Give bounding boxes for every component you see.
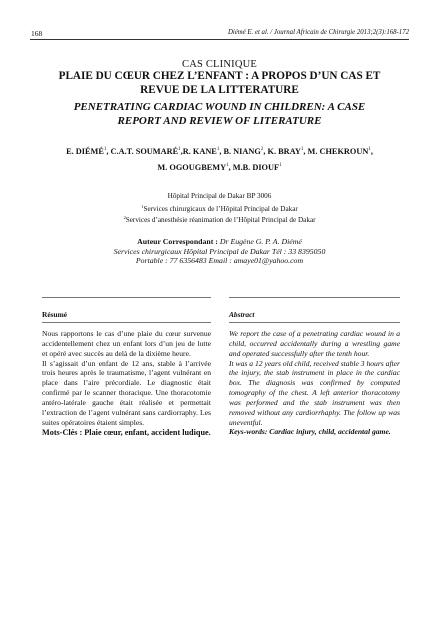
resume-top-rule <box>42 297 211 298</box>
correspondence-label: Auteur Correspondant : <box>137 237 218 246</box>
author-name: , K. BRAY <box>263 147 301 156</box>
abstract-keywords <box>229 427 400 437</box>
resume-keywords <box>42 428 211 439</box>
title-english <box>20 101 419 128</box>
author-name: , C.A.T. SOUMARÉ <box>106 147 179 156</box>
author-line-2 <box>20 159 419 175</box>
author-line-1 <box>20 143 419 159</box>
correspondence-line-1 <box>20 237 419 247</box>
author-name: M. OGOUGBEMY <box>157 163 227 172</box>
affiliation-2 <box>20 213 419 226</box>
resume-paragraph-1: Nous rapportons le cas d’une plaie du cœur survenue accidentellement chez un enfant lors d’un jeu de lutte et opéré avec succès au delà de la dixième heure. <box>42 329 211 358</box>
author-affiliation-mark: 1 <box>368 147 371 152</box>
abstract-top-rule <box>229 297 400 298</box>
title-english-line-1: PENETRATING CARDIAC WOUND IN CHILDREN: A CASE <box>73 101 366 113</box>
title-french <box>20 70 419 97</box>
resume-bottom-rule <box>42 322 211 323</box>
correspondence <box>20 237 419 266</box>
abstract-body <box>229 329 400 437</box>
author-affiliation-mark: 1 <box>279 163 282 168</box>
affiliation-hospital: Hôpital Principal de Dakar BP 3006 <box>167 192 272 200</box>
header-rule <box>30 39 409 40</box>
title-french-line-1: PLAIE DU CŒUR CHEZ L’ENFANT : A PROPOS D’UN CAS ET <box>58 70 381 82</box>
abstract-paragraph-2: It was a 12 years old child, received stable 3 hours after the injury, the stab instrument in place in the cardiac box. The diagnosis was confirmed by computed tomography of the chest. A left anterior thoracotomy was performed and the stab instrument was then removed without any cardiorrhaphy. The follow up was uneventful. <box>229 358 400 427</box>
resume-keywords-label: Mots-Clés : <box>42 427 85 437</box>
author-name: , M.B. DIOUF <box>228 163 280 172</box>
affiliation-text: Services d’anesthésie réanimation de l’Hôpital Principal de Dakar <box>125 216 316 224</box>
page-number: 168 <box>31 29 43 38</box>
correspondence-address: Services chirurgicaux Hôpital Principal de Dakar Tél : 33 8395050 <box>113 246 326 256</box>
abstract-paragraph-1: We report the case of a penetrating cardiac wound in a child, occurred accidentally during a wrestling game and operated successfully after the tenth hour. <box>229 329 400 358</box>
abstract-keywords-text: Cardiac injury, child, accidental game. <box>269 427 391 437</box>
abstract-keywords-label: Keys-words: <box>229 427 270 437</box>
article-category: CAS CLINIQUE <box>181 59 258 70</box>
affiliation-text: Services chirurgicaux de l’Hôpital Principal de Dakar <box>143 205 298 213</box>
running-header: Diémé E. et al. / Journal Africain de Chirurgie 2013;2(3):168-172 <box>227 29 409 36</box>
correspondence-contact: Portable : 77 6356483 Email : amaye01@yahoo.com <box>135 256 304 266</box>
abstract-bottom-rule <box>229 322 400 323</box>
abstract-heading: Abstract <box>229 310 255 319</box>
author-affiliation-mark: 2 <box>260 147 264 152</box>
author-affiliation-mark: 1 <box>300 147 304 152</box>
title-english-line-2: REPORT AND REVIEW OF LITERATURE <box>117 114 322 127</box>
author-affiliation-mark: 1 <box>103 147 107 152</box>
author-affiliation-mark: 1 <box>216 147 220 152</box>
resume-keywords-text: Plaie cœur, enfant, accident ludique. <box>84 427 211 437</box>
author-affiliation-mark: 1 <box>226 163 229 168</box>
author-name: E. DIÉMÉ <box>66 147 104 156</box>
resume-heading: Résumé <box>42 310 68 319</box>
correspondence-name: Dr Eugène G. P. A. Diémé <box>217 237 302 246</box>
resume-body <box>42 329 211 438</box>
title-french-line-2: REVUE DE LA LITTERATURE <box>140 83 299 96</box>
author-separator: , <box>370 147 373 156</box>
resume-paragraph-2: Il s’agissait d’un enfant de 12 ans, stable à l’arrivée trois heures après le traumatisme, l’agent vulnérant en place dans l’aire précordiale. Le diagnostic était confirmé par le scanner thoracique. Une thoracotomie antéro-latérale gauche était réalisée et permettait l’extraction de l’agent vulnérant sans cardiorraphy. Les suites opératoires étaient simples. <box>42 358 211 427</box>
author-name: ,R. KANE <box>180 147 217 156</box>
author-name: , M. CHEKROUN <box>303 147 369 156</box>
author-affiliation-mark: 1 <box>178 147 181 152</box>
affiliation-mark: 1 <box>141 204 144 209</box>
affiliation-mark: 2 <box>123 215 126 220</box>
author-list <box>20 143 419 175</box>
author-name: , B. NIANG <box>219 147 261 156</box>
